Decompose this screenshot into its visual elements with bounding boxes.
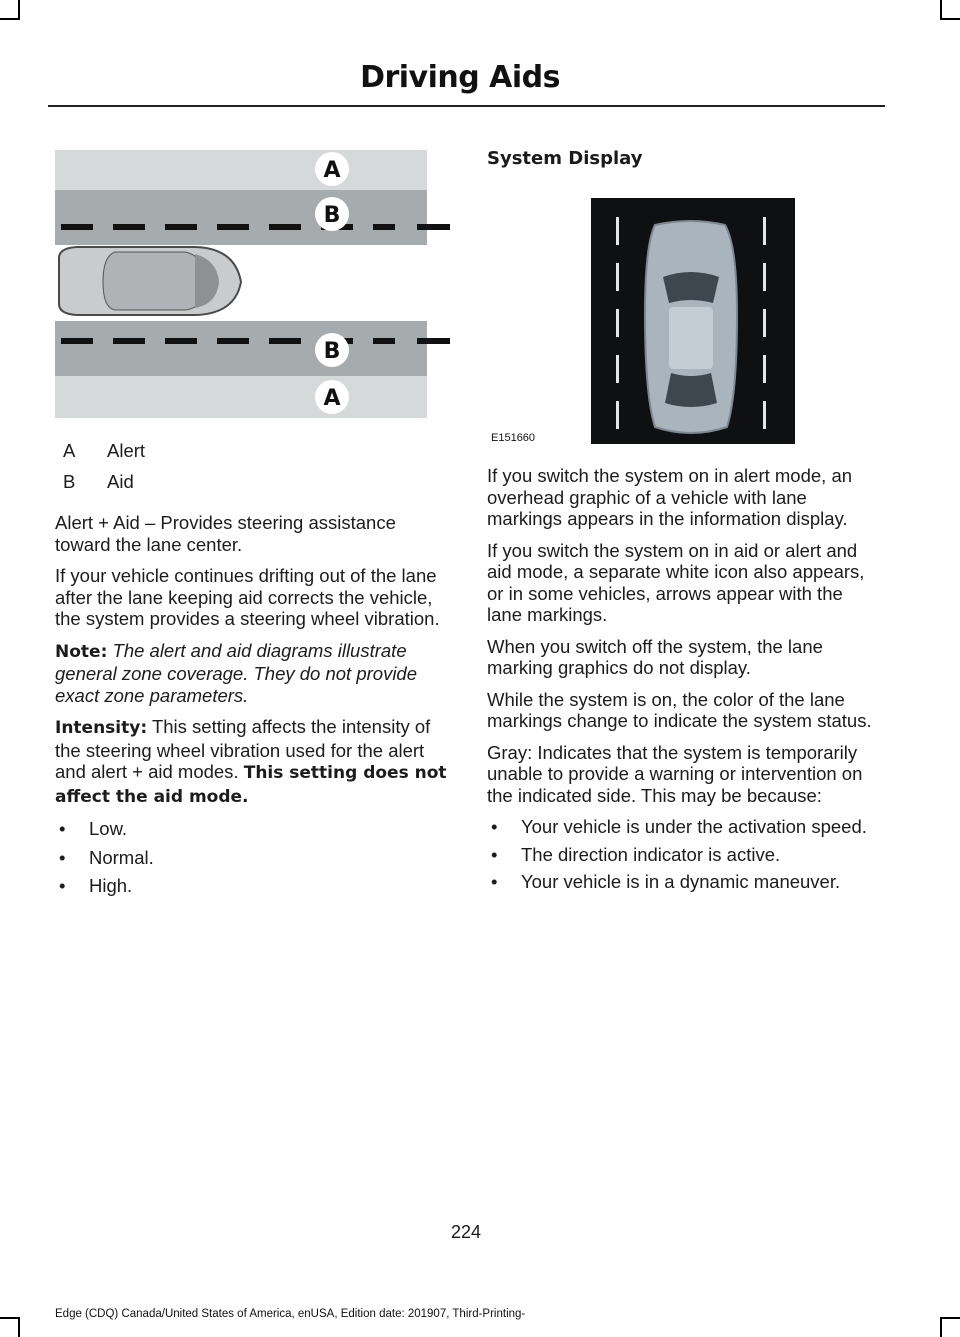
paragraph: While the system is on, the color of the lane markings change to indicate the system status. — [487, 688, 872, 731]
car-side-icon — [59, 247, 241, 315]
lane-zone-diagram — [55, 148, 450, 420]
list-item: • Low. — [55, 818, 450, 840]
legend-key: A — [63, 440, 76, 461]
svg-text:B: B — [323, 203, 341, 228]
crop-mark — [940, 1317, 960, 1319]
page-number: 224 — [450, 1222, 482, 1242]
paragraph: Gray: Indicates that the system is temporarily unable to provide a warning or intervention on the indicated side. This may be because: — [487, 741, 863, 806]
list-item: • Your vehicle is under the activation speed. — [487, 816, 882, 838]
crop-mark — [0, 1317, 20, 1319]
list-item: • High. — [55, 875, 450, 897]
right-column — [487, 465, 882, 899]
callout-b-bottom — [315, 333, 349, 367]
note-text: The alert and aid diagrams illustrate general zone coverage. They do not provide exact zone parameters. — [55, 639, 418, 706]
callout-a-top — [315, 152, 349, 186]
section-title: System Display — [487, 148, 643, 169]
intensity-text: This setting affects the intensity of the steering wheel vibration used for the alert and alert + aid modes. — [55, 716, 431, 782]
legend-value: Alert — [107, 440, 146, 461]
callout-a-bottom — [315, 380, 349, 414]
paragraph: When you switch off the system, the lane marking graphics do not display. — [487, 635, 823, 678]
list-item: • Your vehicle is in a dynamic maneuver. — [487, 871, 882, 893]
legend-row — [55, 471, 450, 502]
paragraph: If you switch the system on in alert mode, an overhead graphic of a vehicle with lane markings appears in the information display. — [487, 465, 853, 529]
crop-mark — [940, 1317, 942, 1337]
svg-text:A: A — [323, 158, 341, 183]
svg-text:A: A — [323, 386, 341, 411]
paragraph: Alert + Aid – Provides steering assistance toward the lane center. — [55, 512, 396, 555]
crop-mark — [940, 0, 942, 20]
system-display-graphic — [487, 195, 807, 450]
page-title: Driving Aids — [360, 60, 560, 95]
crop-mark — [18, 0, 20, 20]
list-item: • Normal. — [55, 847, 450, 869]
legend-row — [55, 440, 450, 471]
footer-text: Edge (CDQ) Canada/United States of America, enUSA, Edition date: 201907, Third-Printing- — [55, 1308, 526, 1320]
intensity-options-list — [55, 818, 450, 897]
callout-b-top — [315, 197, 349, 231]
note-label: Note: — [55, 641, 108, 662]
figure-code: E151660 — [491, 432, 536, 444]
reasons-list — [487, 816, 882, 893]
legend-key: B — [63, 471, 76, 492]
left-column — [55, 440, 450, 904]
intensity-emphasis: This setting does not affect the aid mode. — [55, 763, 447, 807]
crop-mark — [18, 1317, 20, 1337]
car-top-icon — [645, 221, 737, 433]
legend-value: Aid — [107, 471, 134, 492]
paragraph: If you switch the system on in aid or alert and aid mode, a separate white icon also appears, or in some vehicles, arrows appear with the lane markings. — [487, 539, 865, 625]
crop-mark — [0, 18, 20, 20]
svg-text:B: B — [323, 339, 341, 364]
intensity-label: Intensity: — [55, 718, 148, 738]
paragraph: If your vehicle continues drifting out of the lane after the lane keeping aid corrects the vehicle, the system provides a steering wheel vibration. — [55, 565, 440, 629]
header-divider — [48, 105, 885, 107]
intensity-paragraph — [55, 716, 450, 808]
crop-mark — [940, 18, 960, 20]
list-item: • The direction indicator is active. — [487, 844, 882, 866]
note-paragraph — [55, 640, 450, 707]
